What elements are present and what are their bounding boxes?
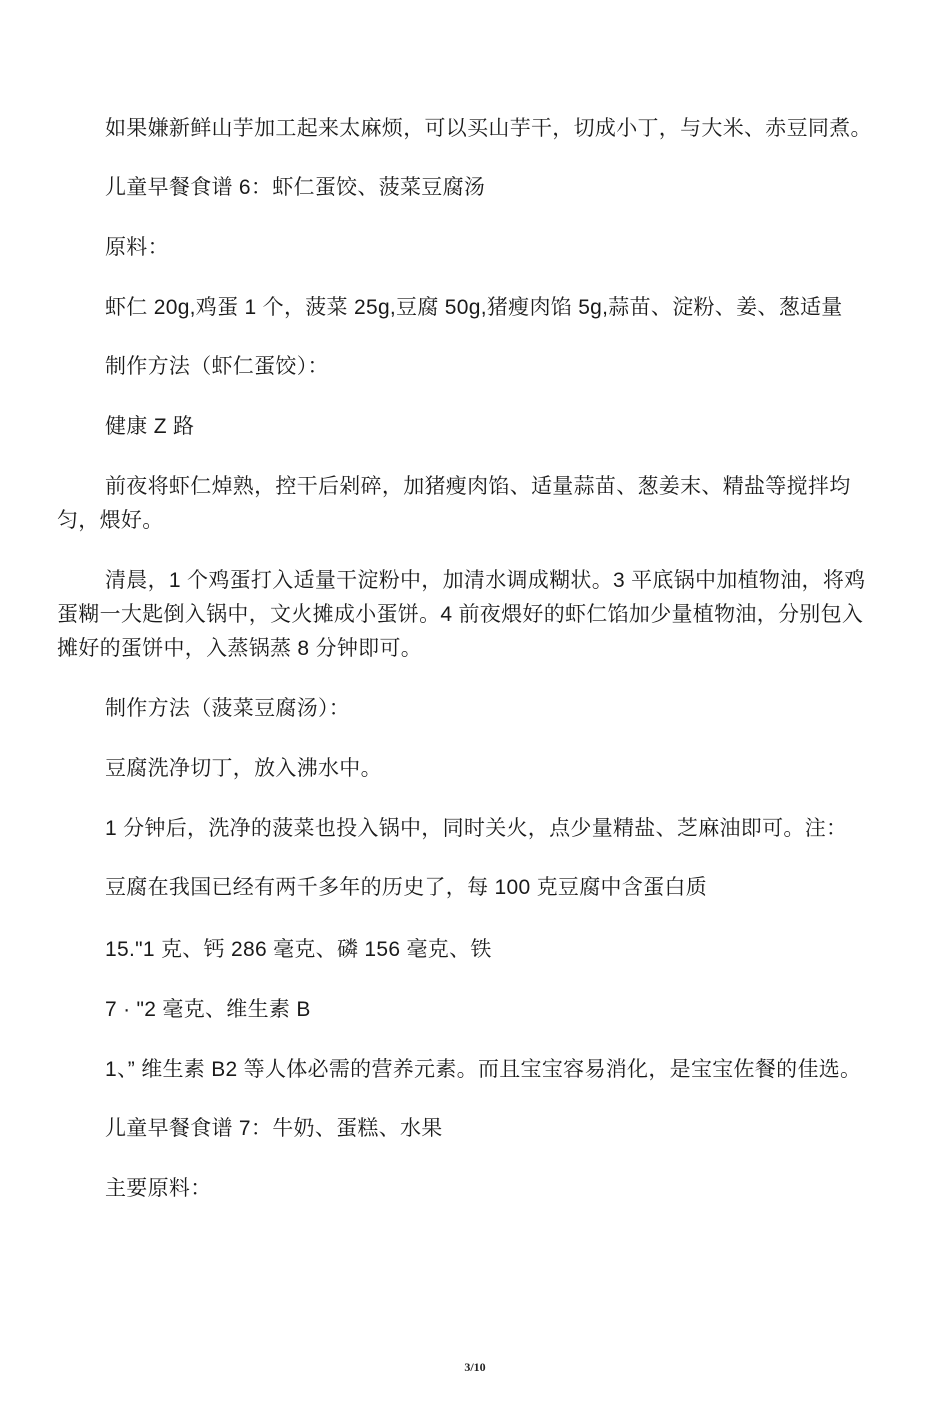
- method-step-night-before: 前夜将虾仁焯熟，控干后剁碎，加猪瘦肉馅、适量蒜苗、葱姜末、精盐等搅拌均匀，煨好。: [57, 475, 851, 532]
- soup-step-2: 1 分钟后，洗净的菠菜也投入锅中，同时关火，点少量精盐、芝麻油即可。注：: [105, 817, 848, 840]
- tofu-nutrition-2: 7 · "2 毫克、维生素 B: [105, 998, 311, 1021]
- page-number: 3/10: [464, 1360, 486, 1374]
- recipe-7-heading: 儿童早餐食谱 7：牛奶、蛋糕、水果: [105, 1117, 443, 1140]
- method-step-morning: 清晨，1 个鸡蛋打入适量干淀粉中，加清水调成糊状。3 平底锅中加植物油，将鸡蛋糊一大匙倒入锅中，文火摊成小蛋饼。4 前夜煨好的虾仁馅加少量植物油，分别包入摊好的蛋饼中，入蒸锅蒸 8 分钟即可。: [57, 569, 866, 660]
- method-heading-dumpling: 制作方法（虾仁蛋饺）：: [105, 355, 329, 378]
- main-ingredients-label: 主要原料：: [105, 1177, 212, 1200]
- document-body: [57, 112, 883, 1206]
- tofu-nutrition-3: 1、” 维生素 B2 等人体必需的营养元素。而且宝宝容易消化，是宝宝佐餐的佳选。: [105, 1058, 862, 1081]
- recipe-6-heading: 儿童早餐食谱 6：虾仁蛋饺、菠菜豆腐汤: [105, 176, 486, 199]
- watermark-text: 健康 Z 路: [105, 415, 195, 438]
- method-heading-soup: 制作方法（菠菜豆腐汤）：: [105, 697, 351, 720]
- soup-step-1: 豆腐洗净切丁，放入沸水中。: [105, 757, 382, 780]
- tofu-nutrition-1: 15."1 克、钙 286 毫克、磷 156 毫克、铁: [105, 938, 492, 961]
- paragraph-intro: 如果嫌新鲜山芋加工起来太麻烦，可以买山芋干，切成小丁，与大米、赤豆同煮。: [105, 117, 872, 140]
- tofu-note: 豆腐在我国已经有两千多年的历史了，每 100 克豆腐中含蛋白质: [105, 876, 708, 899]
- ingredients-label: 原料：: [105, 236, 169, 259]
- ingredients-list: 虾仁 20g,鸡蛋 1 个，菠菜 25g,豆腐 50g,猪瘦肉馅 5g,蒜苗、淀粉、姜、葱适量: [105, 296, 843, 319]
